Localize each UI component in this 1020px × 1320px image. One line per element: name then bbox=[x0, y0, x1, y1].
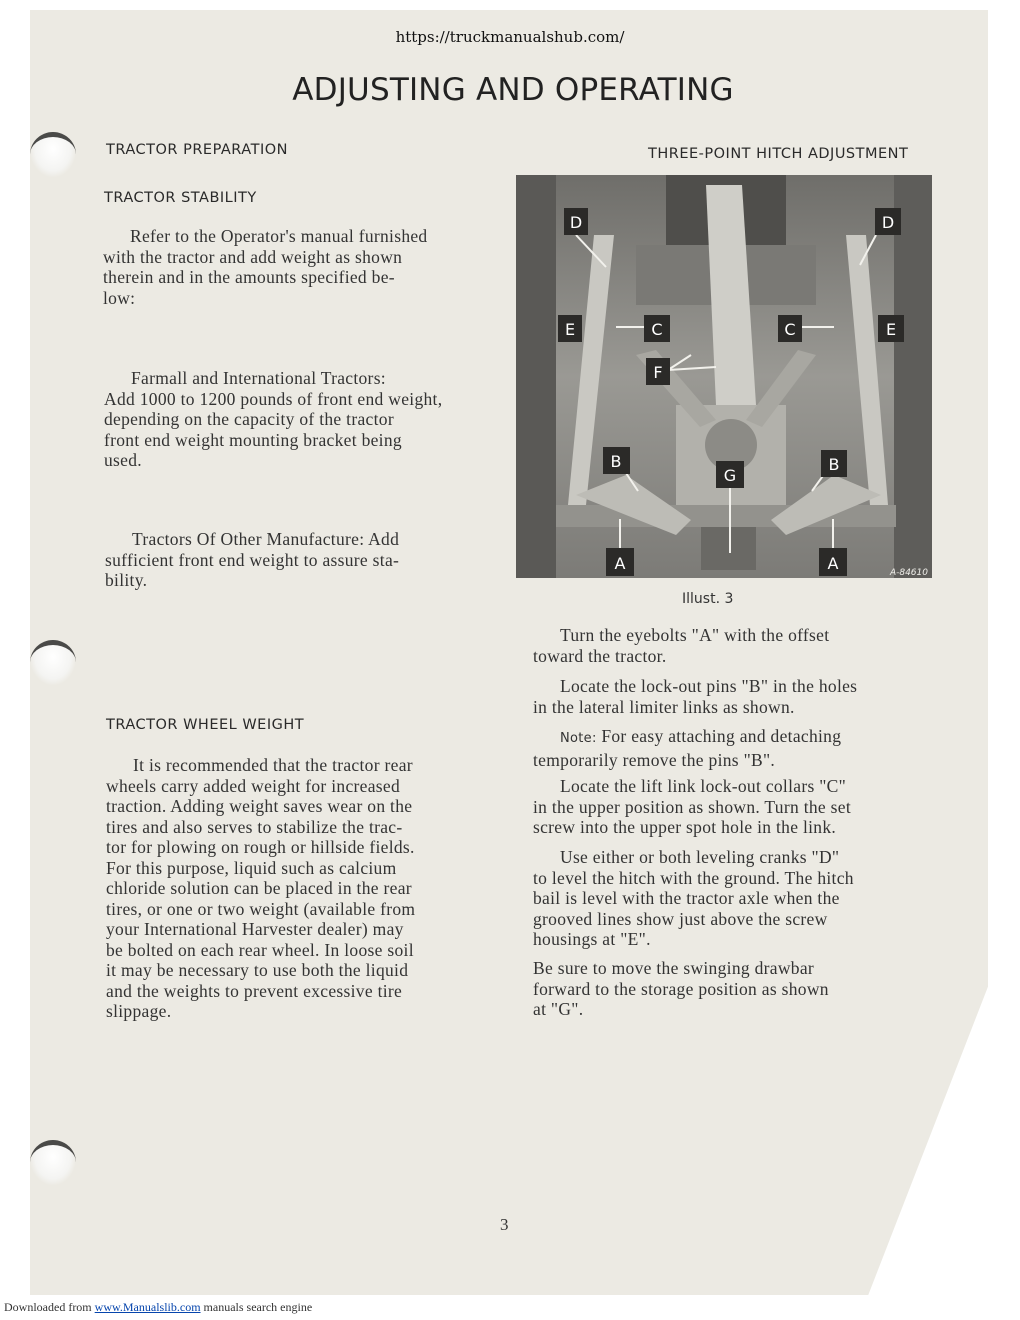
text-line: tor for plowing on rough or hillside fields. bbox=[106, 837, 415, 857]
header-url[interactable]: https://truckmanualshub.com/ bbox=[395, 28, 625, 46]
paragraph-leveling-cranks bbox=[533, 847, 953, 950]
text-line: bail is level with the tractor axle when the bbox=[533, 888, 840, 908]
label-d-left bbox=[564, 208, 588, 235]
text-line: Turn the eyebolts "A" with the offset bbox=[560, 625, 830, 645]
manualslib-link[interactable]: www.Manualslib.com bbox=[94, 1300, 201, 1314]
text-line: For this purpose, liquid such as calcium bbox=[106, 857, 397, 878]
label-e-left bbox=[558, 315, 582, 342]
binder-hole bbox=[30, 640, 76, 685]
section-heading-wheel-weight: TRACTOR WHEEL WEIGHT bbox=[106, 717, 305, 733]
text-line: Farmall and International Tractors: bbox=[131, 368, 386, 388]
label-e-right bbox=[878, 315, 904, 342]
label-e-right-text: E bbox=[885, 320, 897, 339]
label-a-right-text: A bbox=[827, 554, 839, 573]
text-line: tires and also serves to stabilize the trac- bbox=[106, 816, 403, 837]
section-heading-hitch-adjustment: THREE-POINT HITCH ADJUSTMENT bbox=[648, 146, 909, 162]
text-line: It is recommended that the tractor rear bbox=[133, 755, 413, 775]
text-line: forward to the storage position as shown bbox=[533, 978, 829, 999]
text-line: front end weight mounting bracket being bbox=[104, 429, 402, 450]
text-line: it may be necessary to use both the liquid bbox=[106, 960, 409, 980]
text-line: For easy attaching and detaching bbox=[601, 726, 842, 746]
text-line: tires, or one or two weight (available from bbox=[106, 898, 416, 919]
text-line: temporarily remove the pins "B". bbox=[533, 749, 776, 770]
text-line: sufficient front end weight to assure sta- bbox=[105, 549, 400, 570]
text-line: used. bbox=[104, 450, 142, 470]
paragraph-lift-link-collars bbox=[533, 776, 953, 838]
label-b-right-text: B bbox=[828, 455, 840, 474]
section-heading-tractor-preparation: TRACTOR PREPARATION bbox=[106, 142, 288, 158]
binder-hole bbox=[30, 132, 76, 177]
label-c-right-text: C bbox=[784, 320, 796, 339]
note-label: Note: bbox=[560, 731, 597, 746]
label-b-right bbox=[821, 450, 847, 477]
label-c-right bbox=[778, 315, 802, 342]
text-line: chloride solution can be placed in the rear bbox=[106, 878, 412, 898]
text-line: at "G". bbox=[533, 999, 584, 1019]
label-d-right-text: D bbox=[881, 213, 895, 232]
text-line: depending on the capacity of the tractor bbox=[104, 409, 394, 429]
text-line: in the lateral limiter links as shown. bbox=[533, 696, 795, 717]
text-line: Add 1000 to 1200 pounds of front end weight, bbox=[104, 388, 443, 409]
label-e-left-text: E bbox=[564, 320, 576, 339]
label-a-left-text: A bbox=[614, 554, 626, 573]
label-g bbox=[716, 461, 744, 488]
text-line: Use either or both leveling cranks "D" bbox=[560, 847, 840, 867]
text-line: Tractors Of Other Manufacture: Add bbox=[132, 529, 400, 549]
paragraph-farmall bbox=[104, 368, 524, 471]
label-d-left-text: D bbox=[569, 213, 583, 232]
section-heading-tractor-stability: TRACTOR STABILITY bbox=[104, 190, 257, 206]
label-c-left-text: C bbox=[651, 320, 663, 339]
paragraph-eyebolts bbox=[533, 625, 953, 666]
text-line: with the tractor and add weight as shown bbox=[103, 246, 403, 267]
paragraph-other-manufacture bbox=[105, 529, 525, 591]
hitch-photo bbox=[516, 175, 932, 578]
text-line: grooved lines show just above the screw bbox=[533, 908, 828, 929]
text-line: toward the tractor. bbox=[533, 645, 667, 666]
label-f bbox=[646, 358, 670, 385]
text-line: to level the hitch with the ground. The hitch bbox=[533, 867, 854, 888]
label-c-left bbox=[644, 315, 670, 342]
text-line: slippage. bbox=[106, 1001, 172, 1021]
text-line: traction. Adding weight saves wear on the bbox=[106, 796, 413, 816]
hitch-illustration bbox=[516, 175, 932, 578]
illustration-caption: Illust. 3 bbox=[682, 591, 734, 607]
label-a-right bbox=[819, 548, 847, 576]
paragraph-note bbox=[533, 726, 953, 770]
label-f-text: F bbox=[653, 363, 663, 382]
text-line: be bolted on each rear wheel. In loose soil bbox=[106, 939, 414, 960]
footer-suffix: manuals search engine bbox=[200, 1300, 313, 1314]
text-line: therein and in the amounts specified be- bbox=[103, 267, 395, 287]
label-a-left bbox=[606, 548, 634, 576]
footer bbox=[4, 1300, 312, 1315]
label-b-left bbox=[603, 447, 630, 474]
paragraph-wheel-weight bbox=[106, 755, 526, 1022]
text-line: Locate the lift link lock-out collars "C" bbox=[560, 776, 847, 796]
label-d-right bbox=[875, 208, 901, 235]
label-g-text: G bbox=[723, 466, 737, 485]
text-line: and the weights to prevent excessive tire bbox=[106, 980, 403, 1001]
text-line: bility. bbox=[105, 570, 148, 590]
page-number: 3 bbox=[500, 1215, 509, 1234]
illustration-code: A-84610 bbox=[889, 568, 928, 578]
label-b-left-text: B bbox=[610, 452, 622, 471]
paragraph-drawbar bbox=[533, 958, 953, 1020]
text-line: in the upper position as shown. Turn the set bbox=[533, 796, 851, 817]
text-line: your International Harvester dealer) may bbox=[106, 919, 404, 939]
page-title: ADJUSTING AND OPERATING bbox=[292, 72, 734, 108]
text-line: housings at "E". bbox=[533, 929, 651, 949]
text-line: wheels carry added weight for increased bbox=[106, 775, 400, 796]
text-line: Locate the lock-out pins "B" in the holes bbox=[560, 676, 858, 696]
footer-prefix: Downloaded from bbox=[4, 1300, 95, 1314]
text-line: screw into the upper spot hole in the link. bbox=[533, 817, 837, 837]
paragraph-operator-manual bbox=[103, 226, 523, 308]
paragraph-lock-out-pins bbox=[533, 676, 953, 717]
text-line: Be sure to move the swinging drawbar bbox=[533, 958, 815, 978]
text-line: low: bbox=[103, 287, 136, 308]
text-line: Refer to the Operator's manual furnished bbox=[130, 226, 428, 246]
binder-hole bbox=[30, 1140, 76, 1185]
